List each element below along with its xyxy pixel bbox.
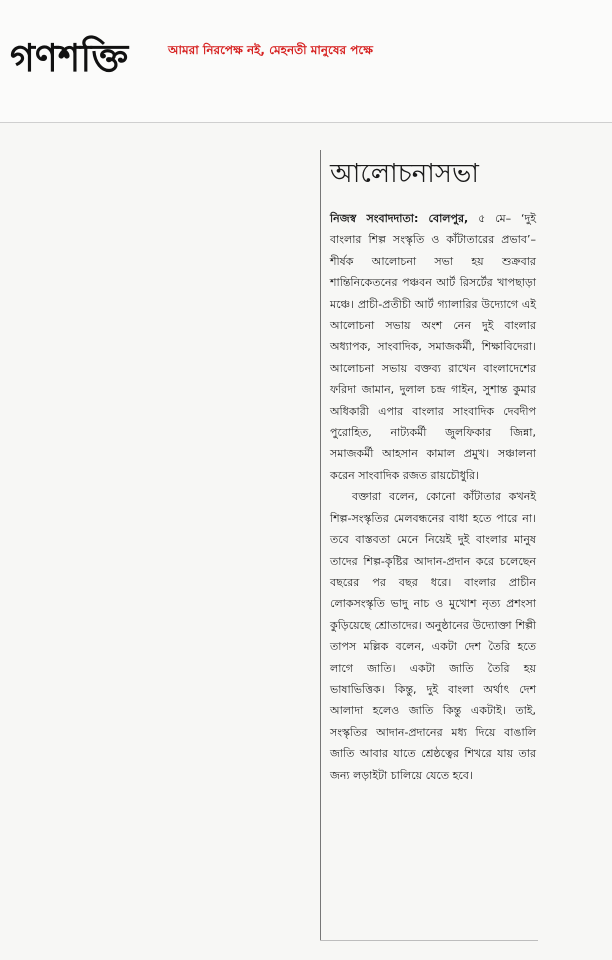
article-paragraph: বক্তারা বলেন, কোনো কাঁটাতার কখনই শিল্প-সংস্কৃতির মেলবন্ধনের বাধা হতে পারে না। তবে বাস্তবতা মেনে নিয়েই দুই বাংলার মানুষ তাদের শিল্প-কৃষ্টির আদান-প্রদান করে চলেছেন বছরের পর বছর ধরে। বাংলার প্রাচীন লোকসংস্কৃতি ভাদু নাচ ও মুখোশ নৃত্য প্রশংসা কুড়িয়েছে শ্রোতাদের। অনুষ্ঠানের উদ্যোক্তা শিল্পী তাপস মল্লিক বলেন, একটা দেশ তৈরি হতে লাগে জাতি। একটা জাতি তৈরি হয় ভাষাভিত্তিক। কিন্তু, দুই বাংলা অর্থাৎ দেশ আলাদা হলেও জাতি কিন্তু একটাই। তাই, সংস্কৃতির আদান-প্রদানের মধ্য দিয়ে বাঙালি জাতি আবার যাতে শ্রেষ্ঠত্বের শিখরে যায় তার জন্য লড়াইটা চালিয়ে যেতে হবে। — [330, 490, 536, 782]
article-byline: নিজস্ব সংবাদদাতা: বোলপুর, — [330, 212, 469, 225]
article-paragraph — [330, 208, 536, 486]
article-paragraph-text: ৫ মে– ‘দুই বাংলার শিল্প সংস্কৃতি ও কাঁটাতারের প্রভাব’– শীর্ষক আলোচনা সভা হয় শুক্রবার শান্তিনিকেতনের পঞ্চবন আর্ট রিসর্টের খাপছাড়া মঞ্চে। প্রাচী-প্রতীচী আর্ট গ্যালারির উদ্যোগে এই আলোচনা সভায় অংশ নেন দুই বাংলার অধ্যাপক, সাংবাদিক, সমাজকর্মী, শিক্ষাবিদেরা। আলোচনা সভায় বক্তব্য রাখেন বাংলাদেশের ফরিদা জামান, দুলাল চন্দ্র গাইন, সুশান্ত কুমার অধিকারী এপার বাংলার সাংবাদিক দেবদীপ পুরোহিত, নাট্যকর্মী জুলফিকার জিন্না, সমাজকর্মী আহসান কামাল প্রমুখ। সঞ্চালনা করেন সাংবাদিক রজত রায়চৌধুরি। — [330, 212, 537, 482]
article-headline: আলোচনাসভা — [330, 159, 479, 189]
news-article — [330, 150, 536, 786]
newspaper-masthead — [0, 0, 612, 122]
clipping-column-rule — [320, 150, 321, 940]
newspaper-logo: গণশক্তি — [10, 36, 129, 80]
newspaper-tagline: আমরা নিরপেক্ষ নই, মেহনতী মানুষের পক্ষে — [168, 43, 373, 57]
clipping-bottom-edge — [320, 940, 538, 941]
masthead-divider — [0, 122, 612, 123]
